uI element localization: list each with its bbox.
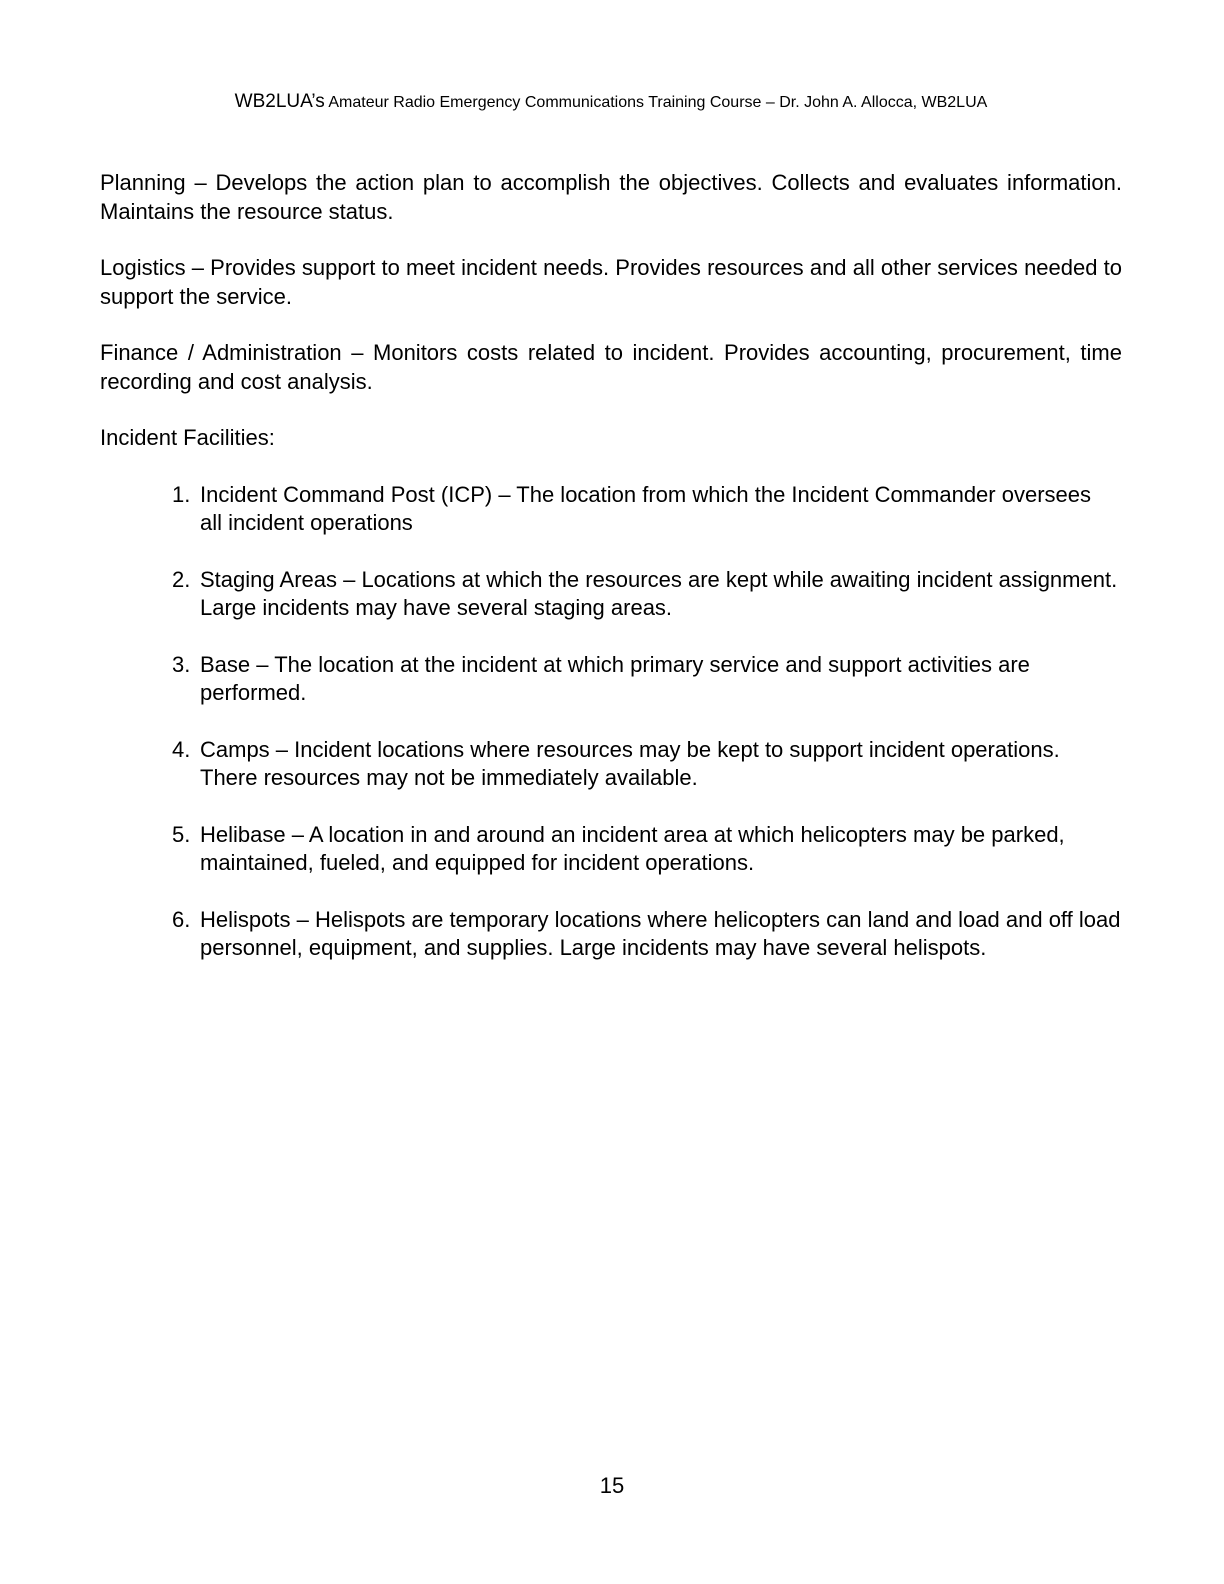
header-callsign: WB2LUA’s	[234, 91, 325, 112]
list-item-number: 2.	[172, 566, 191, 592]
header-title: Amateur Radio Emergency Communications Training Course – Dr. John A. Allocca, WB2LUA	[324, 94, 988, 111]
list-item-number: 3.	[172, 651, 191, 677]
list-item-number: 6.	[172, 906, 191, 932]
facility-list	[172, 481, 1127, 963]
paragraph-planning: Planning – Develops the action plan to accomplish the objectives. Collects and evaluates information. Maintains the resource status.	[100, 170, 1129, 224]
paragraph-logistics: Logistics – Provides support to meet incident needs. Provides resources and all other services needed to support the service.	[100, 255, 1129, 309]
section-heading-incident-facilities: Incident Facilities:	[100, 425, 275, 450]
list-item-text: Camps – Incident locations where resources may be kept to support incident operations. There resources may not be immediately available.	[200, 736, 1066, 790]
list-item-text: Staging Areas – Locations at which the resources are kept while awaiting incident assignment. Large incidents may have several staging areas.	[200, 566, 1124, 620]
document-header	[100, 92, 1122, 113]
list-item-text: Helibase – A location in and around an incident area at which helicopters may be parked, maintained, fueled, and equipped for incident operations.	[200, 821, 1077, 875]
list-item-text: Incident Command Post (ICP) – The location from which the Incident Commander oversees all incident operations	[200, 481, 1104, 535]
list-item	[172, 566, 1122, 623]
list-item	[172, 906, 1127, 963]
list-item-text: Helispots – Helispots are temporary locations where helicopters can land and load and off load personnel, equipment, and supplies. Large incidents may have several helispots.	[200, 906, 1127, 960]
paragraph-finance: Finance / Administration – Monitors costs related to incident. Provides accounting, procurement, time recording and cost analysis.	[100, 340, 1129, 394]
list-item	[172, 651, 1122, 708]
list-item	[172, 821, 1122, 878]
list-item-number: 4.	[172, 736, 191, 762]
list-item	[172, 481, 1122, 538]
list-item-text: Base – The location at the incident at which primary service and support activities are performed.	[200, 651, 1037, 705]
page-number: 15	[599, 1473, 625, 1498]
list-item-number: 5.	[172, 821, 191, 847]
list-item-number: 1.	[172, 481, 191, 507]
list-item	[172, 736, 1122, 793]
